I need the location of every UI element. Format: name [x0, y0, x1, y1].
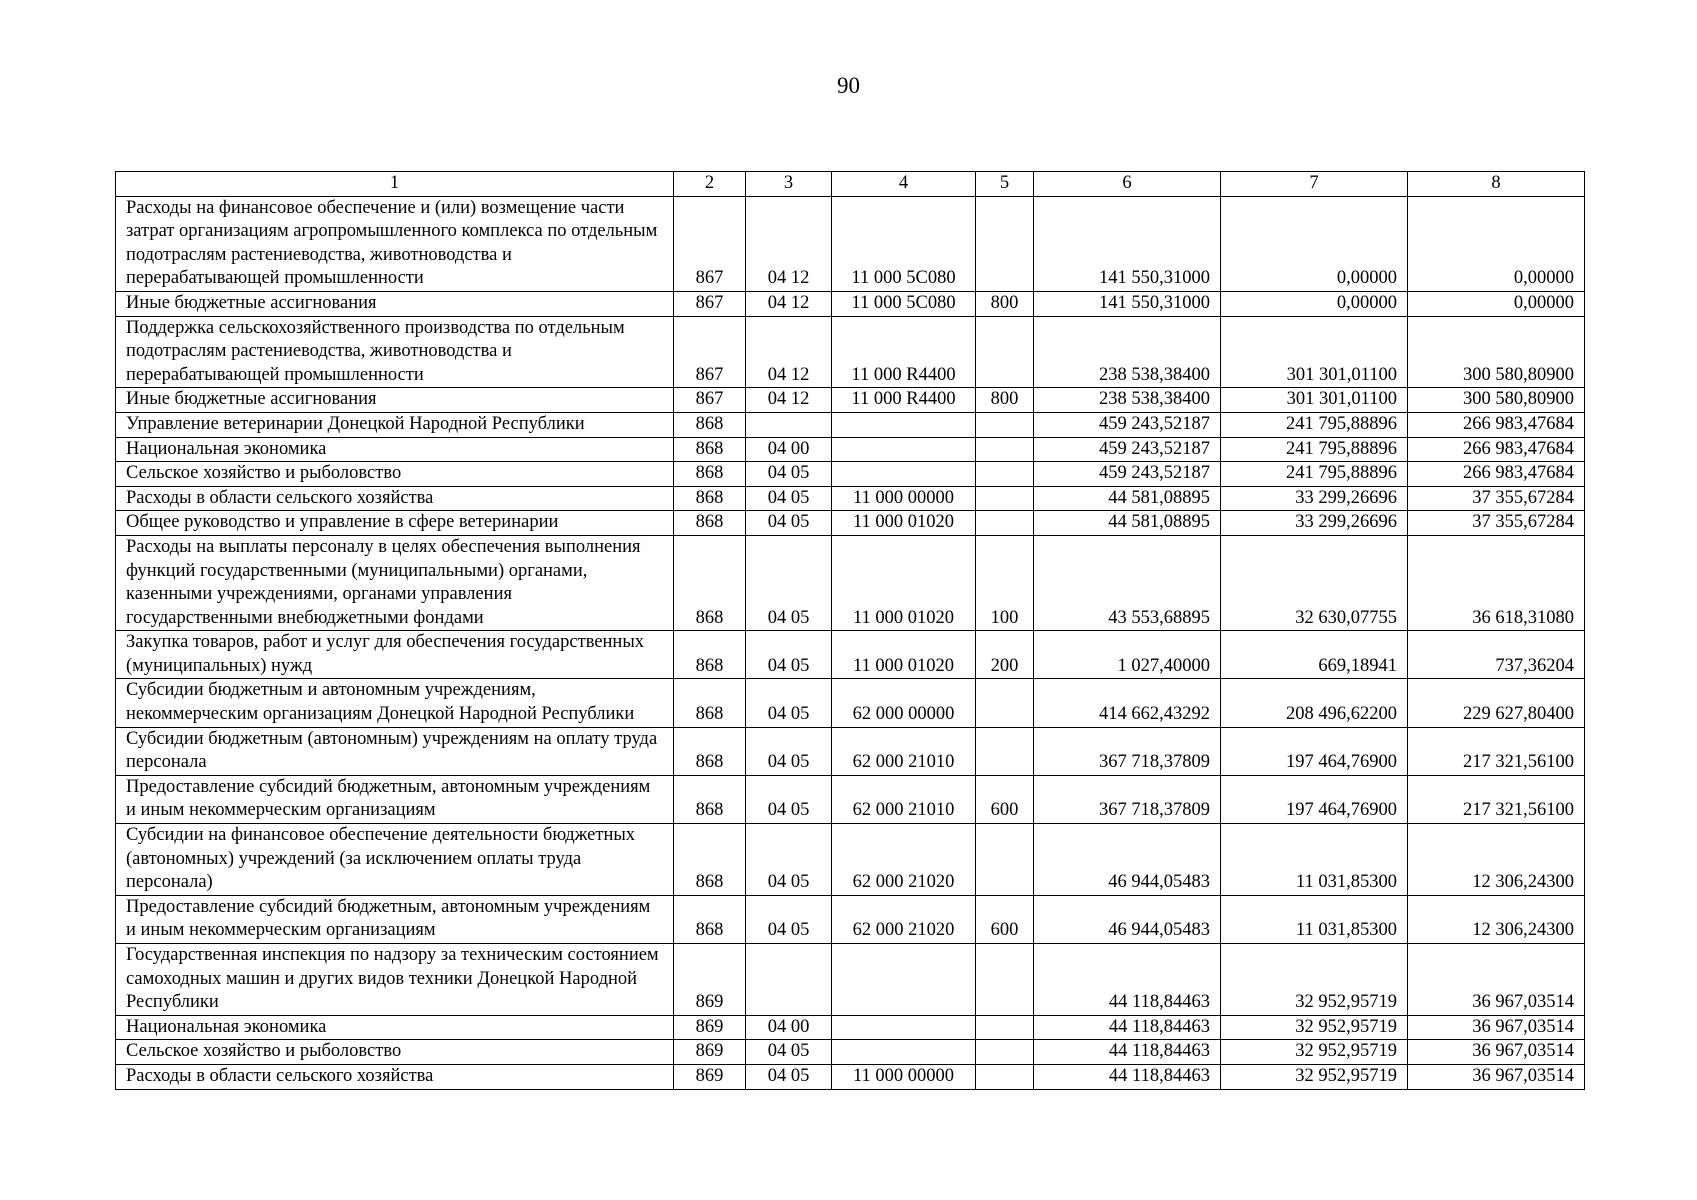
- section-code-cell: 04 12: [746, 196, 832, 291]
- expense-type-cell: [976, 196, 1034, 291]
- target-article-cell: [832, 1015, 976, 1040]
- amount-col7-cell: 208 496,62200: [1221, 679, 1408, 727]
- header-cell-1: 1: [116, 172, 674, 197]
- target-article-cell: [832, 1040, 976, 1065]
- grbs-code-cell: 867: [674, 388, 746, 413]
- grbs-code-cell: 868: [674, 727, 746, 775]
- amount-col7-cell: 301 301,01100: [1221, 316, 1408, 388]
- section-code-cell: 04 12: [746, 291, 832, 316]
- amount-col7-cell: 669,18941: [1221, 631, 1408, 679]
- expense-type-cell: [976, 437, 1034, 462]
- expense-type-cell: 800: [976, 291, 1034, 316]
- amount-col7-cell: 241 795,88896: [1221, 437, 1408, 462]
- amount-col7-cell: 241 795,88896: [1221, 412, 1408, 437]
- expense-type-cell: 800: [976, 388, 1034, 413]
- grbs-code-cell: 868: [674, 895, 746, 943]
- target-article-cell: 11 000 R4400: [832, 316, 976, 388]
- grbs-code-cell: 868: [674, 511, 746, 536]
- expense-name-cell: Поддержка сельскохозяйственного производства по отдельным подотраслям растениеводства, животноводства и перерабатывающей промышленности: [116, 316, 674, 388]
- amount-col8-cell: 266 983,47684: [1408, 412, 1585, 437]
- amount-col7-cell: 32 630,07755: [1221, 535, 1408, 630]
- table-row: [116, 1064, 1585, 1089]
- amount-col8-cell: 300 580,80900: [1408, 388, 1585, 413]
- table-row: [116, 727, 1585, 775]
- table-row: [116, 388, 1585, 413]
- table-row: [116, 437, 1585, 462]
- expense-name-cell: Национальная экономика: [116, 1015, 674, 1040]
- expense-type-cell: 200: [976, 631, 1034, 679]
- amount-col8-cell: 0,00000: [1408, 291, 1585, 316]
- expense-type-cell: [976, 944, 1034, 1016]
- budget-table: [115, 171, 1585, 1090]
- amount-col8-cell: 37 355,67284: [1408, 511, 1585, 536]
- section-code-cell: 04 05: [746, 895, 832, 943]
- amount-col7-cell: 0,00000: [1221, 196, 1408, 291]
- table-row: [116, 775, 1585, 823]
- expense-type-cell: 600: [976, 895, 1034, 943]
- grbs-code-cell: 869: [674, 1064, 746, 1089]
- expense-name-cell: Предоставление субсидий бюджетным, автономным учреждениям и иным некоммерческим организациям: [116, 895, 674, 943]
- amount-col6-cell: 367 718,37809: [1034, 775, 1221, 823]
- amount-col8-cell: 300 580,80900: [1408, 316, 1585, 388]
- expense-type-cell: [976, 511, 1034, 536]
- expense-name-cell: Расходы в области сельского хозяйства: [116, 486, 674, 511]
- table-row: [116, 1015, 1585, 1040]
- amount-col8-cell: 217 321,56100: [1408, 775, 1585, 823]
- section-code-cell: 04 05: [746, 679, 832, 727]
- page-number: 90: [837, 73, 860, 98]
- expense-type-cell: [976, 824, 1034, 896]
- amount-col6-cell: 44 118,84463: [1034, 1040, 1221, 1065]
- amount-col7-cell: 0,00000: [1221, 291, 1408, 316]
- expense-type-cell: [976, 679, 1034, 727]
- header-cell-8: 8: [1408, 172, 1585, 197]
- expense-name-cell: Субсидии бюджетным и автономным учреждениям, некоммерческим организациям Донецкой Народной Республики: [116, 679, 674, 727]
- amount-col6-cell: 43 553,68895: [1034, 535, 1221, 630]
- target-article-cell: [832, 412, 976, 437]
- section-code-cell: [746, 944, 832, 1016]
- expense-type-cell: [976, 1040, 1034, 1065]
- table-row: [116, 535, 1585, 630]
- grbs-code-cell: 867: [674, 291, 746, 316]
- table-row: [116, 679, 1585, 727]
- amount-col8-cell: 0,00000: [1408, 196, 1585, 291]
- amount-col6-cell: 238 538,38400: [1034, 388, 1221, 413]
- section-code-cell: 04 05: [746, 486, 832, 511]
- amount-col6-cell: 44 581,08895: [1034, 511, 1221, 536]
- amount-col8-cell: 737,36204: [1408, 631, 1585, 679]
- grbs-code-cell: 868: [674, 437, 746, 462]
- table-row: [116, 196, 1585, 291]
- expense-name-cell: Расходы на выплаты персоналу в целях обеспечения выполнения функций государственными (муниципальными) органами, казенными учреждениями, органами управления государственными внебюджетными фондами: [116, 535, 674, 630]
- amount-col7-cell: 33 299,26696: [1221, 511, 1408, 536]
- table-row: [116, 944, 1585, 1016]
- grbs-code-cell: 868: [674, 631, 746, 679]
- expense-type-cell: [976, 1015, 1034, 1040]
- amount-col8-cell: 36 967,03514: [1408, 1064, 1585, 1089]
- expense-name-cell: Управление ветеринарии Донецкой Народной Республики: [116, 412, 674, 437]
- amount-col7-cell: 241 795,88896: [1221, 462, 1408, 487]
- amount-col8-cell: 12 306,24300: [1408, 824, 1585, 896]
- amount-col7-cell: 32 952,95719: [1221, 1064, 1408, 1089]
- expense-name-cell: Национальная экономика: [116, 437, 674, 462]
- target-article-cell: 11 000 00000: [832, 486, 976, 511]
- target-article-cell: 11 000 01020: [832, 535, 976, 630]
- amount-col7-cell: 301 301,01100: [1221, 388, 1408, 413]
- amount-col7-cell: 197 464,76900: [1221, 775, 1408, 823]
- expense-name-cell: Закупка товаров, работ и услуг для обеспечения государственных (муниципальных) нужд: [116, 631, 674, 679]
- section-code-cell: 04 05: [746, 824, 832, 896]
- section-code-cell: 04 00: [746, 437, 832, 462]
- amount-col8-cell: 37 355,67284: [1408, 486, 1585, 511]
- expense-name-cell: Иные бюджетные ассигнования: [116, 291, 674, 316]
- section-code-cell: 04 05: [746, 727, 832, 775]
- amount-col7-cell: 11 031,85300: [1221, 824, 1408, 896]
- grbs-code-cell: 867: [674, 196, 746, 291]
- amount-col8-cell: 266 983,47684: [1408, 437, 1585, 462]
- amount-col8-cell: 229 627,80400: [1408, 679, 1585, 727]
- section-code-cell: 04 05: [746, 775, 832, 823]
- expense-name-cell: Субсидии бюджетным (автономным) учреждениям на оплату труда персонала: [116, 727, 674, 775]
- section-code-cell: [746, 412, 832, 437]
- section-code-cell: 04 05: [746, 462, 832, 487]
- grbs-code-cell: 869: [674, 944, 746, 1016]
- expense-name-cell: Сельское хозяйство и рыболовство: [116, 462, 674, 487]
- header-cell-3: 3: [746, 172, 832, 197]
- section-code-cell: 04 05: [746, 1040, 832, 1065]
- header-cell-7: 7: [1221, 172, 1408, 197]
- expense-name-cell: Государственная инспекция по надзору за техническим состоянием самоходных машин и других видов техники Донецкой Народной Республики: [116, 944, 674, 1016]
- table-row: [116, 486, 1585, 511]
- amount-col6-cell: 141 550,31000: [1034, 291, 1221, 316]
- expense-name-cell: Расходы в области сельского хозяйства: [116, 1064, 674, 1089]
- target-article-cell: 11 000 5С080: [832, 196, 976, 291]
- target-article-cell: [832, 944, 976, 1016]
- target-article-cell: 62 000 00000: [832, 679, 976, 727]
- grbs-code-cell: 868: [674, 535, 746, 630]
- amount-col6-cell: 459 243,52187: [1034, 412, 1221, 437]
- section-code-cell: 04 12: [746, 388, 832, 413]
- expense-type-cell: [976, 316, 1034, 388]
- expense-type-cell: [976, 412, 1034, 437]
- section-code-cell: 04 05: [746, 535, 832, 630]
- table-row: [116, 824, 1585, 896]
- section-code-cell: 04 12: [746, 316, 832, 388]
- target-article-cell: 11 000 01020: [832, 511, 976, 536]
- table-row: [116, 412, 1585, 437]
- amount-col6-cell: 46 944,05483: [1034, 895, 1221, 943]
- target-article-cell: 62 000 21020: [832, 895, 976, 943]
- expense-type-cell: 100: [976, 535, 1034, 630]
- amount-col6-cell: 238 538,38400: [1034, 316, 1221, 388]
- header-cell-2: 2: [674, 172, 746, 197]
- amount-col6-cell: 44 118,84463: [1034, 944, 1221, 1016]
- table-row: [116, 631, 1585, 679]
- target-article-cell: 11 000 5С080: [832, 291, 976, 316]
- amount-col7-cell: 197 464,76900: [1221, 727, 1408, 775]
- table-row: [116, 511, 1585, 536]
- grbs-code-cell: 868: [674, 486, 746, 511]
- grbs-code-cell: 868: [674, 412, 746, 437]
- expense-type-cell: [976, 727, 1034, 775]
- section-code-cell: 04 05: [746, 631, 832, 679]
- expense-name-cell: Расходы на финансовое обеспечение и (или) возмещение части затрат организациям агропромышленного комплекса по отдельным подотраслям растениеводства, животноводства и перерабатывающей промышленности: [116, 196, 674, 291]
- expense-name-cell: Иные бюджетные ассигнования: [116, 388, 674, 413]
- header-cell-5: 5: [976, 172, 1034, 197]
- amount-col8-cell: 36 967,03514: [1408, 1015, 1585, 1040]
- amount-col7-cell: 33 299,26696: [1221, 486, 1408, 511]
- amount-col6-cell: 44 581,08895: [1034, 486, 1221, 511]
- header-row: [116, 172, 1585, 197]
- grbs-code-cell: 868: [674, 462, 746, 487]
- expense-type-cell: [976, 462, 1034, 487]
- table-row: [116, 462, 1585, 487]
- expense-name-cell: Предоставление субсидий бюджетным, автономным учреждениям и иным некоммерческим организациям: [116, 775, 674, 823]
- target-article-cell: [832, 462, 976, 487]
- amount-col8-cell: 36 618,31080: [1408, 535, 1585, 630]
- section-code-cell: 04 05: [746, 511, 832, 536]
- table-row: [116, 1040, 1585, 1065]
- amount-col8-cell: 36 967,03514: [1408, 1040, 1585, 1065]
- amount-col8-cell: 266 983,47684: [1408, 462, 1585, 487]
- amount-col6-cell: 459 243,52187: [1034, 462, 1221, 487]
- target-article-cell: 11 000 R4400: [832, 388, 976, 413]
- amount-col7-cell: 32 952,95719: [1221, 944, 1408, 1016]
- amount-col6-cell: 44 118,84463: [1034, 1064, 1221, 1089]
- expense-name-cell: Общее руководство и управление в сфере ветеринарии: [116, 511, 674, 536]
- target-article-cell: 62 000 21020: [832, 824, 976, 896]
- table-row: [116, 316, 1585, 388]
- amount-col6-cell: 367 718,37809: [1034, 727, 1221, 775]
- target-article-cell: [832, 437, 976, 462]
- section-code-cell: 04 05: [746, 1064, 832, 1089]
- expense-type-cell: [976, 1064, 1034, 1089]
- amount-col6-cell: 141 550,31000: [1034, 196, 1221, 291]
- amount-col6-cell: 44 118,84463: [1034, 1015, 1221, 1040]
- amount-col8-cell: 217 321,56100: [1408, 727, 1585, 775]
- grbs-code-cell: 868: [674, 679, 746, 727]
- target-article-cell: 11 000 01020: [832, 631, 976, 679]
- section-code-cell: 04 00: [746, 1015, 832, 1040]
- amount-col6-cell: 1 027,40000: [1034, 631, 1221, 679]
- amount-col6-cell: 46 944,05483: [1034, 824, 1221, 896]
- expense-type-cell: 600: [976, 775, 1034, 823]
- amount-col6-cell: 459 243,52187: [1034, 437, 1221, 462]
- amount-col7-cell: 11 031,85300: [1221, 895, 1408, 943]
- grbs-code-cell: 869: [674, 1015, 746, 1040]
- amount-col7-cell: 32 952,95719: [1221, 1015, 1408, 1040]
- grbs-code-cell: 868: [674, 775, 746, 823]
- amount-col7-cell: 32 952,95719: [1221, 1040, 1408, 1065]
- grbs-code-cell: 867: [674, 316, 746, 388]
- target-article-cell: 62 000 21010: [832, 775, 976, 823]
- amount-col8-cell: 12 306,24300: [1408, 895, 1585, 943]
- header-cell-4: 4: [832, 172, 976, 197]
- amount-col8-cell: 36 967,03514: [1408, 944, 1585, 1016]
- header-cell-6: 6: [1034, 172, 1221, 197]
- expense-name-cell: Сельское хозяйство и рыболовство: [116, 1040, 674, 1065]
- target-article-cell: 62 000 21010: [832, 727, 976, 775]
- amount-col6-cell: 414 662,43292: [1034, 679, 1221, 727]
- expense-name-cell: Субсидии на финансовое обеспечение деятельности бюджетных (автономных) учреждений (за исключением оплаты труда персонала): [116, 824, 674, 896]
- grbs-code-cell: 869: [674, 1040, 746, 1065]
- grbs-code-cell: 868: [674, 824, 746, 896]
- table-row: [116, 291, 1585, 316]
- target-article-cell: 11 000 00000: [832, 1064, 976, 1089]
- table-row: [116, 895, 1585, 943]
- expense-type-cell: [976, 486, 1034, 511]
